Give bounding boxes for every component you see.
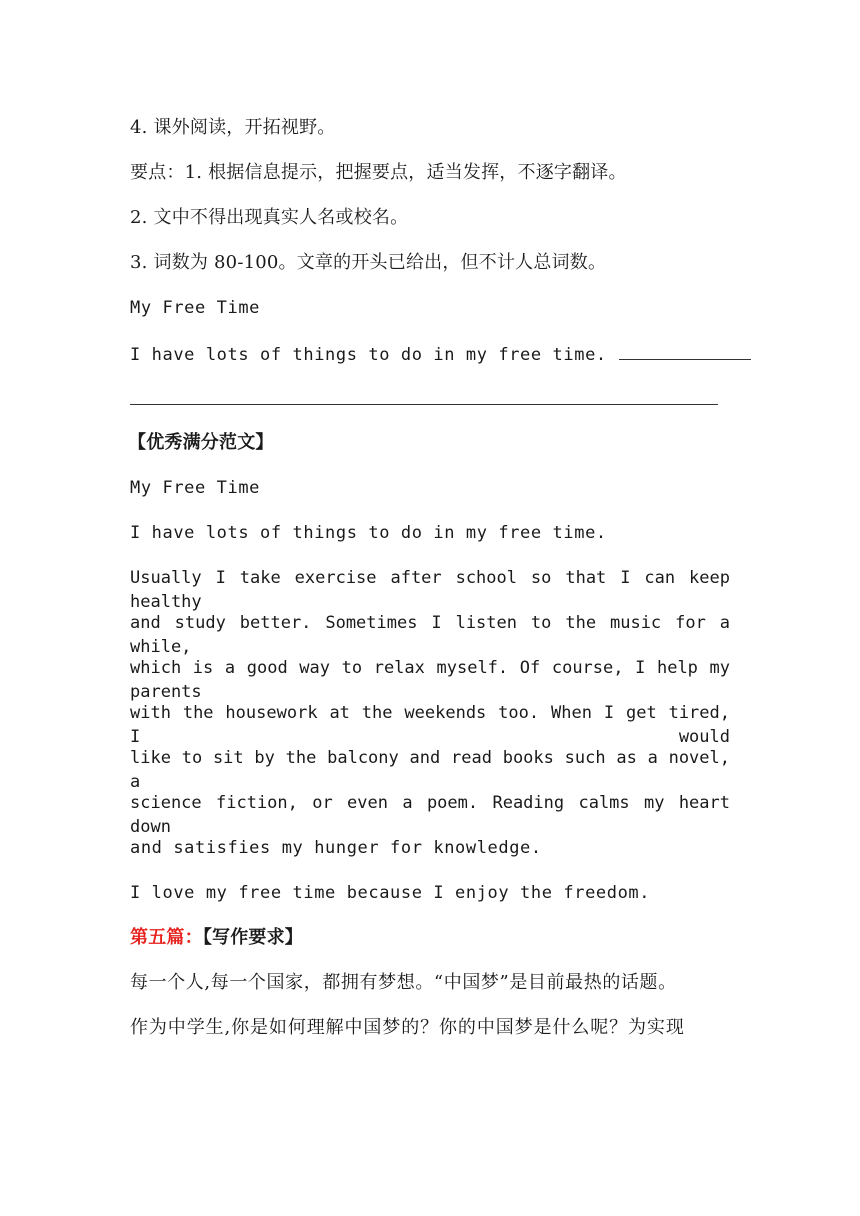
sample-body-line: and study better. Sometimes I listen to the music for a while, (130, 613, 730, 657)
sample-title: My Free Time (130, 478, 261, 498)
sample-closing: I love my free time because I enjoy the freedom. (130, 883, 651, 903)
sample-body-line: like to sit by the balcony and read books such as a novel, a (130, 748, 730, 792)
section-5-label: 第五篇： (130, 927, 203, 948)
key-point-2: 2. 文中不得出现真实人名或校名。 (130, 207, 409, 228)
item-4-text: 4. 课外阅读，开拓视野。 (130, 117, 336, 138)
essay-opening: I have lots of things to do in my free time. (130, 345, 607, 365)
section-5-heading: 【写作要求】 (202, 927, 304, 948)
sample-opening: I have lots of things to do in my free time. (130, 523, 607, 543)
key-point-1: 要点：1. 根据信息提示，把握要点，适当发挥，不逐字翻译。 (130, 162, 627, 183)
sample-body-line: which is a good way to relax myself. Of course, I help my parents (130, 658, 730, 702)
sample-body-line: and satisfies my hunger for knowledge. (130, 838, 542, 858)
sample-body-line: Usually I take exercise after school so that I can keep healthy (130, 568, 730, 612)
essay-title: My Free Time (130, 298, 261, 318)
section-5-line-1: 每一个人,每一个国家，都拥有梦想。“中国梦”是目前最热的话题。 (130, 972, 677, 993)
answer-blank-line (130, 404, 718, 405)
section-5-line-2: 作为中学生,你是如何理解中国梦的？你的中国梦是什么呢？为实现 (130, 1017, 685, 1038)
sample-heading: 【优秀满分范文】 (128, 432, 274, 453)
sample-body-line: with the housework at the weekends too. When I get tired, I would (130, 703, 730, 747)
sample-body-line: science fiction, or even a poem. Reading calms my heart down (130, 793, 730, 837)
essay-opening-line (130, 341, 751, 367)
section-5-heading-line (130, 926, 303, 950)
answer-blank-inline (619, 341, 751, 360)
key-point-3: 3. 词数为 80-100。文章的开头已给出，但不计人总词数。 (130, 252, 607, 273)
